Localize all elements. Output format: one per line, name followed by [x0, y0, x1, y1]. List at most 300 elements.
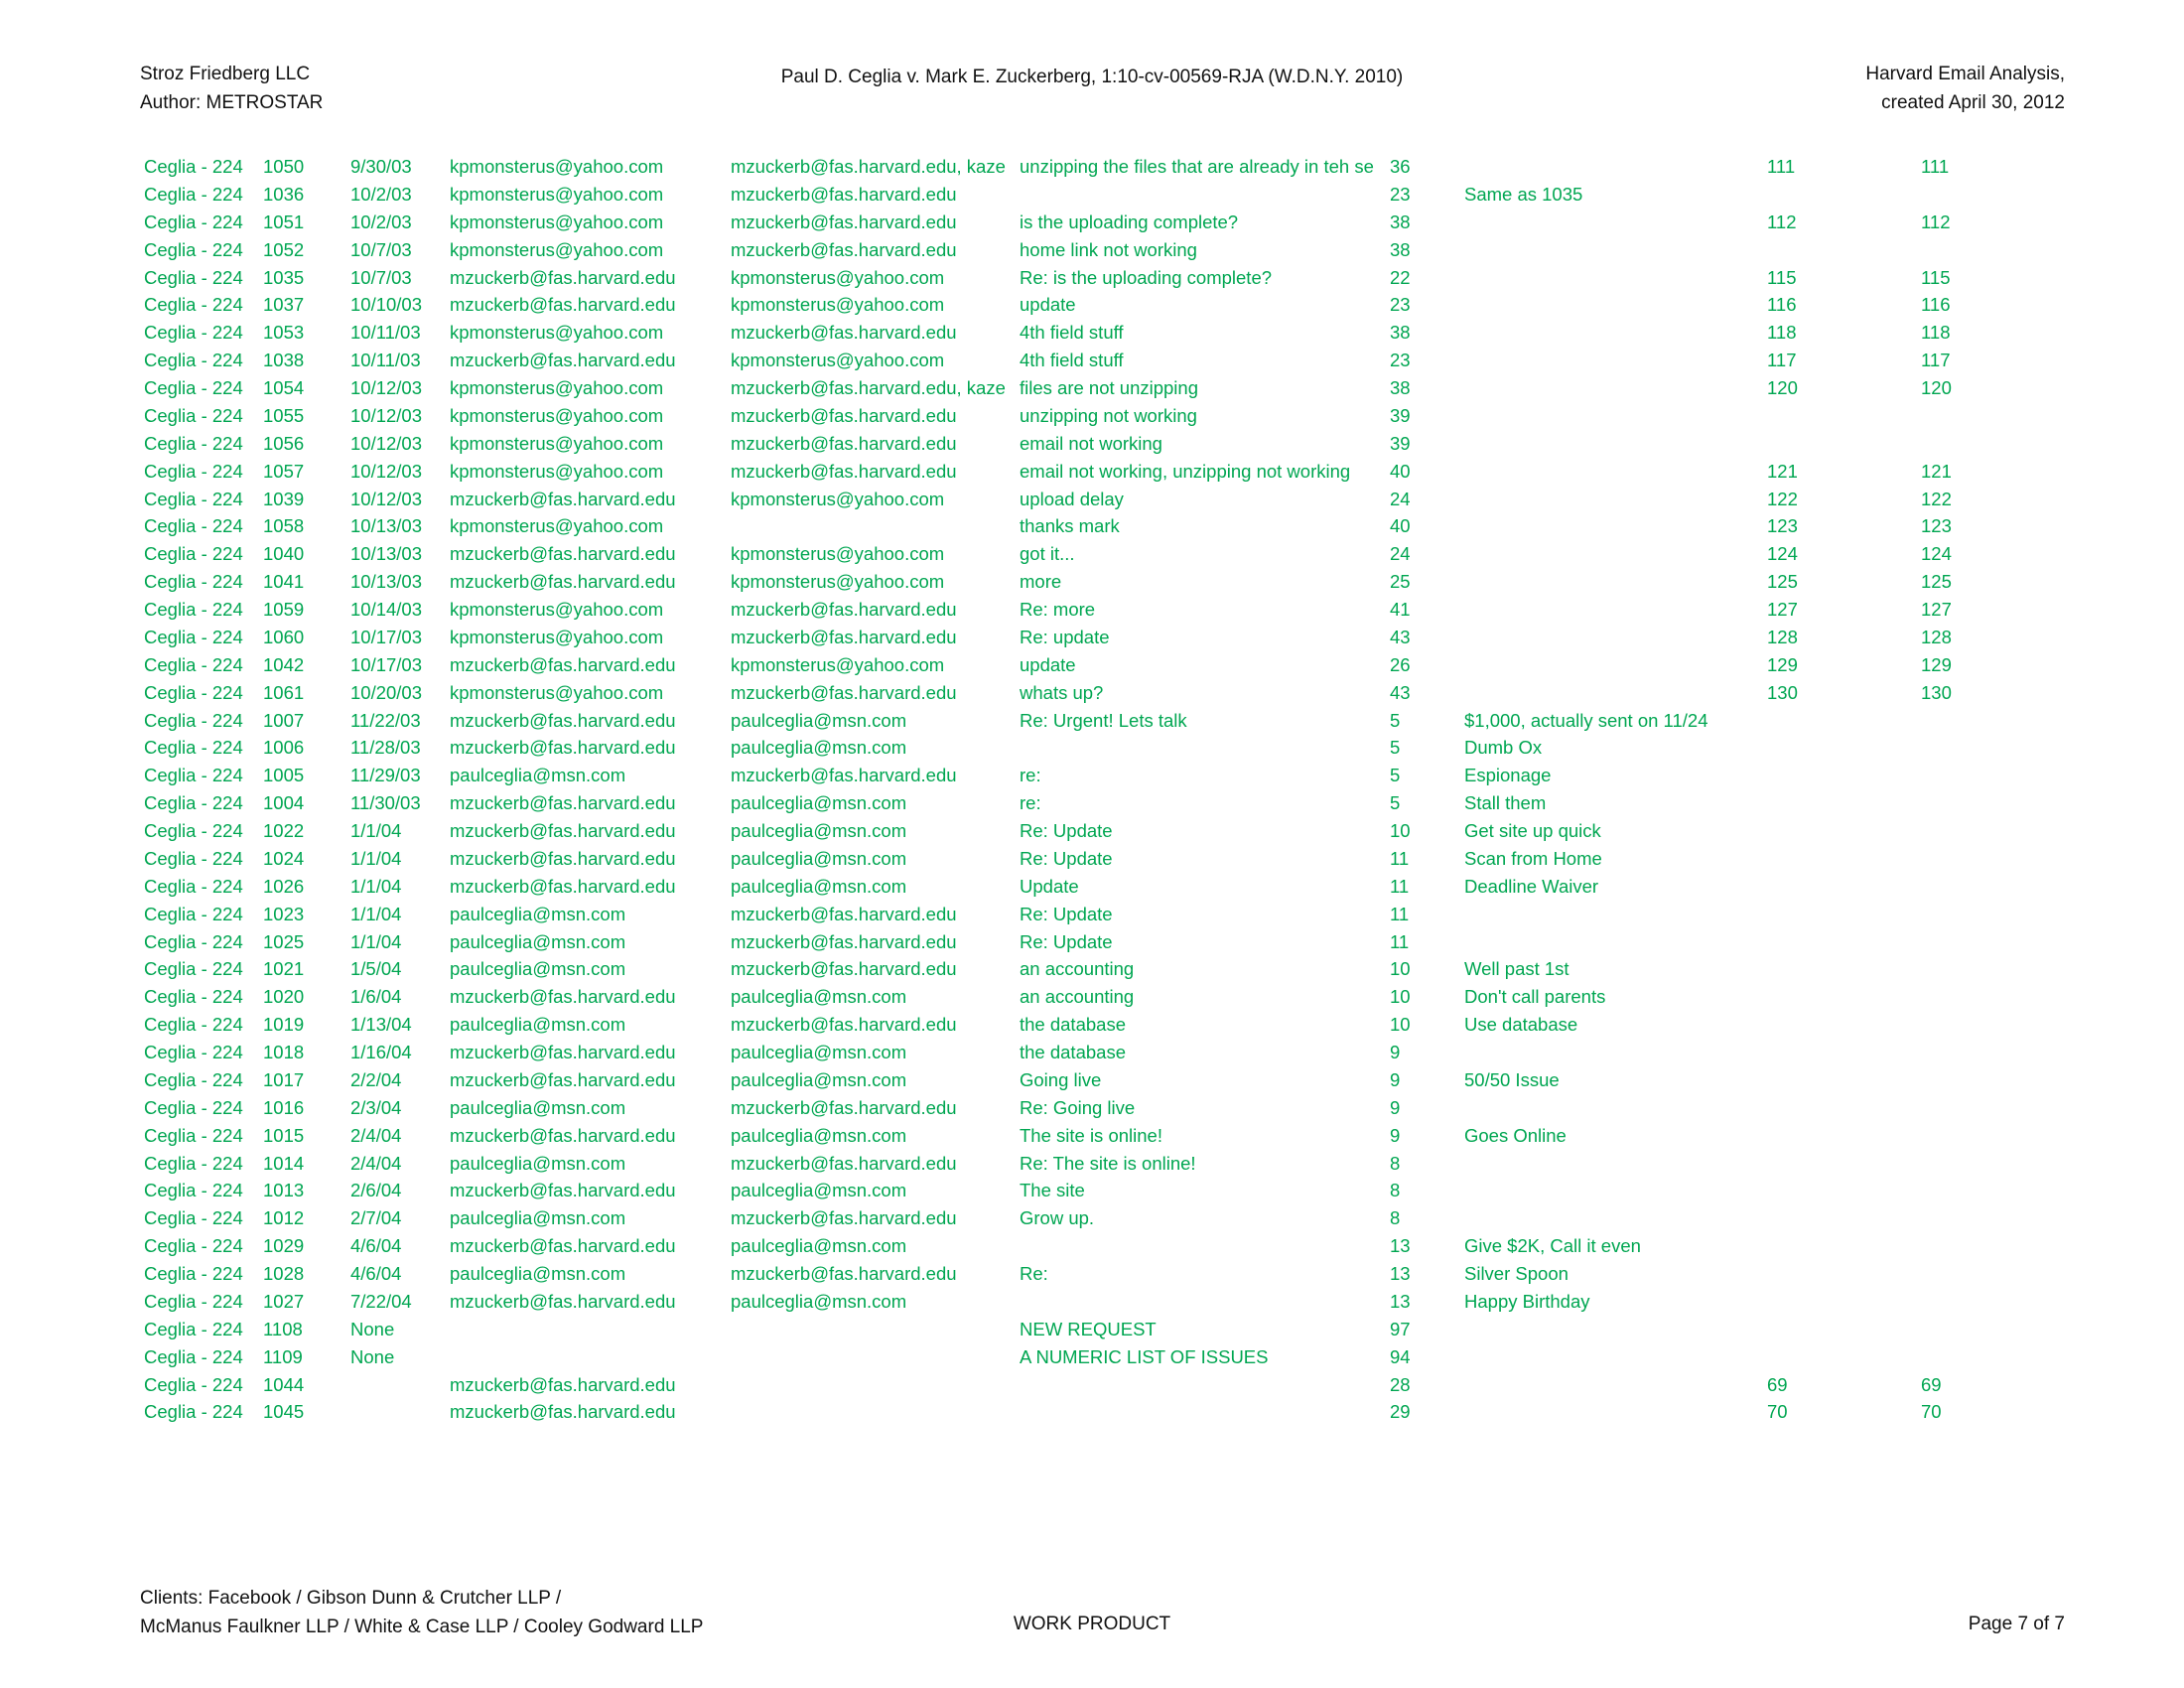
cell-date: 10/13/03	[350, 543, 423, 565]
cell-doc-id: 1038	[263, 350, 305, 371]
cell-to: mzuckerb@fas.harvard.edu	[731, 322, 957, 344]
cell-note: Give $2K, Call it even	[1464, 1235, 1641, 1257]
cell-to: kpmonsterus@yahoo.com	[731, 488, 945, 509]
cell-doc-id: 1012	[263, 1207, 305, 1229]
cell-to: paulceglia@msn.com	[731, 792, 907, 814]
cell-bates-prefix: Ceglia - 224	[144, 1318, 243, 1339]
cell-bates-prefix: Ceglia - 224	[144, 1042, 243, 1062]
cell-from: kpmonsterus@yahoo.com	[450, 322, 664, 344]
cell-ref-a: 125	[1767, 571, 1798, 593]
cell-doc-id: 1006	[263, 737, 305, 759]
cell-subject: Re: Update	[1020, 903, 1113, 924]
cell-count: 5	[1390, 765, 1401, 786]
cell-count: 23	[1390, 294, 1411, 316]
cell-subject: re:	[1020, 765, 1041, 786]
table-row	[0, 1316, 2184, 1343]
cell-date: 1/13/04	[350, 1014, 412, 1036]
table-row	[0, 983, 2184, 1011]
cell-to: mzuckerb@fas.harvard.edu	[731, 1096, 957, 1118]
cell-date: 4/6/04	[350, 1263, 402, 1284]
cell-to: kpmonsterus@yahoo.com	[731, 266, 945, 288]
cell-doc-id: 1054	[263, 377, 305, 398]
table-row	[0, 734, 2184, 762]
cell-bates-prefix: Ceglia - 224	[144, 571, 243, 593]
cell-bates-prefix: Ceglia - 224	[144, 709, 243, 731]
cell-ref-b: 115	[1921, 266, 1951, 288]
cell-ref-b: 127	[1921, 599, 1952, 620]
cell-subject: NEW REQUEST	[1020, 1318, 1157, 1339]
cell-from: mzuckerb@fas.harvard.edu	[450, 1401, 676, 1423]
cell-ref-b: 124	[1921, 543, 1952, 565]
cell-note: Dumb Ox	[1464, 737, 1543, 759]
table-row	[0, 762, 2184, 789]
cell-date: 9/30/03	[350, 156, 412, 177]
cell-from: kpmonsterus@yahoo.com	[450, 599, 664, 620]
cell-subject: an accounting	[1020, 986, 1135, 1008]
cell-from: kpmonsterus@yahoo.com	[450, 211, 664, 232]
author: Author: METROSTAR	[140, 92, 324, 113]
cell-doc-id: 1060	[263, 626, 305, 647]
cell-note: Same as 1035	[1464, 183, 1583, 205]
cell-date: 2/2/04	[350, 1068, 402, 1090]
cell-count: 25	[1390, 571, 1411, 593]
cell-bates-prefix: Ceglia - 224	[144, 1345, 243, 1367]
cell-date: 2/6/04	[350, 1180, 402, 1201]
cell-doc-id: 1040	[263, 543, 305, 565]
cell-from: mzuckerb@fas.harvard.edu	[450, 709, 676, 731]
table-row	[0, 817, 2184, 845]
cell-subject: A NUMERIC LIST OF ISSUES	[1020, 1345, 1269, 1367]
cell-ref-b: 117	[1921, 350, 1951, 371]
cell-doc-id: 1021	[263, 958, 305, 980]
cell-ref-b: 112	[1921, 211, 1951, 232]
cell-subject: 4th field stuff	[1020, 350, 1124, 371]
table-row	[0, 707, 2184, 735]
cell-count: 13	[1390, 1263, 1411, 1284]
work-product-label: WORK PRODUCT	[1013, 1614, 1171, 1634]
cell-to: paulceglia@msn.com	[731, 1180, 907, 1201]
cell-bates-prefix: Ceglia - 224	[144, 1235, 243, 1257]
cell-count: 23	[1390, 183, 1411, 205]
cell-date: 10/17/03	[350, 653, 423, 675]
cell-bates-prefix: Ceglia - 224	[144, 1401, 243, 1423]
cell-count: 29	[1390, 1401, 1411, 1423]
cell-subject: the database	[1020, 1042, 1126, 1062]
cell-doc-id: 1019	[263, 1014, 305, 1036]
cell-bates-prefix: Ceglia - 224	[144, 432, 243, 454]
cell-subject: Going live	[1020, 1068, 1102, 1090]
cell-bates-prefix: Ceglia - 224	[144, 322, 243, 344]
cell-doc-id: 1016	[263, 1096, 305, 1118]
table-row	[0, 1398, 2184, 1426]
table-row	[0, 291, 2184, 319]
cell-doc-id: 1007	[263, 709, 305, 731]
cell-to: kpmonsterus@yahoo.com	[731, 350, 945, 371]
cell-count: 11	[1390, 875, 1410, 897]
firm-name: Stroz Friedberg LLC	[140, 64, 311, 84]
cell-doc-id: 1057	[263, 460, 305, 482]
cell-doc-id: 1024	[263, 847, 305, 869]
cell-ref-b: 111	[1921, 156, 1950, 177]
cell-count: 9	[1390, 1068, 1401, 1090]
cell-count: 24	[1390, 543, 1411, 565]
cell-count: 9	[1390, 1124, 1401, 1146]
cell-subject: files are not unzipping	[1020, 377, 1198, 398]
cell-bates-prefix: Ceglia - 224	[144, 1096, 243, 1118]
cell-count: 5	[1390, 709, 1401, 731]
cell-to: mzuckerb@fas.harvard.edu	[731, 930, 957, 952]
cell-count: 43	[1390, 681, 1411, 703]
table-row	[0, 568, 2184, 596]
cell-count: 24	[1390, 488, 1411, 509]
table-row	[0, 319, 2184, 347]
cell-doc-id: 1017	[263, 1068, 305, 1090]
cell-to: paulceglia@msn.com	[731, 875, 907, 897]
cell-note: Espionage	[1464, 765, 1552, 786]
report-title: Harvard Email Analysis,	[1865, 64, 2065, 84]
cell-doc-id: 1029	[263, 1235, 305, 1257]
clients-line-2: McManus Faulkner LLP / White & Case LLP / Cooley Godward LLP	[140, 1617, 704, 1637]
cell-ref-b: 129	[1921, 653, 1952, 675]
table-row	[0, 596, 2184, 624]
cell-ref-b: 125	[1921, 571, 1952, 593]
cell-to: paulceglia@msn.com	[731, 1068, 907, 1090]
cell-doc-id: 1026	[263, 875, 305, 897]
cell-bates-prefix: Ceglia - 224	[144, 765, 243, 786]
cell-date: 4/6/04	[350, 1235, 402, 1257]
table-row	[0, 512, 2184, 540]
header-right	[1865, 60, 2065, 117]
cell-bates-prefix: Ceglia - 224	[144, 1180, 243, 1201]
cell-from: mzuckerb@fas.harvard.edu	[450, 820, 676, 841]
cell-date: 2/4/04	[350, 1152, 402, 1174]
table-row	[0, 1343, 2184, 1371]
cell-subject: Update	[1020, 875, 1079, 897]
cell-count: 26	[1390, 653, 1411, 675]
cell-date: 10/2/03	[350, 211, 412, 232]
cell-doc-id: 1051	[263, 211, 305, 232]
cell-date: 10/7/03	[350, 266, 412, 288]
cell-to: mzuckerb@fas.harvard.edu	[731, 681, 957, 703]
cell-subject: update	[1020, 294, 1076, 316]
cell-subject: got it...	[1020, 543, 1075, 565]
cell-from: mzuckerb@fas.harvard.edu	[450, 1235, 676, 1257]
cell-to: mzuckerb@fas.harvard.edu	[731, 1152, 957, 1174]
cell-date: 10/7/03	[350, 238, 412, 260]
cell-to: paulceglia@msn.com	[731, 847, 907, 869]
cell-doc-id: 1050	[263, 156, 305, 177]
cell-bates-prefix: Ceglia - 224	[144, 460, 243, 482]
cell-from: kpmonsterus@yahoo.com	[450, 515, 664, 537]
cell-ref-a: 120	[1767, 377, 1798, 398]
cell-bates-prefix: Ceglia - 224	[144, 488, 243, 509]
cell-count: 10	[1390, 958, 1411, 980]
cell-count: 11	[1390, 930, 1410, 952]
cell-from: mzuckerb@fas.harvard.edu	[450, 986, 676, 1008]
clients-line-1: Clients: Facebook / Gibson Dunn & Crutcher LLP /	[140, 1588, 562, 1609]
table-row	[0, 651, 2184, 679]
cell-from: mzuckerb@fas.harvard.edu	[450, 792, 676, 814]
cell-to: paulceglia@msn.com	[731, 1235, 907, 1257]
cell-to: paulceglia@msn.com	[731, 1290, 907, 1312]
cell-date: 10/17/03	[350, 626, 423, 647]
cell-to: kpmonsterus@yahoo.com	[731, 571, 945, 593]
cell-from: mzuckerb@fas.harvard.edu	[450, 350, 676, 371]
cell-doc-id: 1025	[263, 930, 305, 952]
cell-date: 10/14/03	[350, 599, 423, 620]
cell-ref-a: 124	[1767, 543, 1798, 565]
cell-ref-a: 129	[1767, 653, 1798, 675]
cell-subject: the database	[1020, 1014, 1126, 1036]
cell-from: paulceglia@msn.com	[450, 1096, 626, 1118]
cell-date: 10/12/03	[350, 432, 423, 454]
cell-from: paulceglia@msn.com	[450, 958, 626, 980]
cell-subject: Re: is the uploading complete?	[1020, 266, 1273, 288]
cell-from: mzuckerb@fas.harvard.edu	[450, 1124, 676, 1146]
cell-count: 5	[1390, 792, 1401, 814]
cell-from: mzuckerb@fas.harvard.edu	[450, 737, 676, 759]
table-row	[0, 928, 2184, 956]
cell-bates-prefix: Ceglia - 224	[144, 238, 243, 260]
cell-bates-prefix: Ceglia - 224	[144, 903, 243, 924]
table-row	[0, 1122, 2184, 1150]
cell-count: 39	[1390, 404, 1411, 426]
cell-doc-id: 1037	[263, 294, 305, 316]
cell-bates-prefix: Ceglia - 224	[144, 266, 243, 288]
cell-subject: upload delay	[1020, 488, 1124, 509]
cell-date: None	[350, 1345, 395, 1367]
cell-bates-prefix: Ceglia - 224	[144, 404, 243, 426]
cell-to: paulceglia@msn.com	[731, 986, 907, 1008]
table-row	[0, 1066, 2184, 1094]
cell-from: paulceglia@msn.com	[450, 1263, 626, 1284]
cell-doc-id: 1059	[263, 599, 305, 620]
cell-note: Get site up quick	[1464, 820, 1601, 841]
cell-doc-id: 1005	[263, 765, 305, 786]
cell-to: paulceglia@msn.com	[731, 737, 907, 759]
cell-ref-a: 121	[1767, 460, 1798, 482]
cell-count: 10	[1390, 820, 1411, 841]
cell-from: kpmonsterus@yahoo.com	[450, 681, 664, 703]
cell-from: paulceglia@msn.com	[450, 903, 626, 924]
cell-subject: update	[1020, 653, 1076, 675]
cell-doc-id: 1036	[263, 183, 305, 205]
table-row	[0, 1288, 2184, 1316]
cell-from: kpmonsterus@yahoo.com	[450, 460, 664, 482]
cell-doc-id: 1020	[263, 986, 305, 1008]
table-row	[0, 430, 2184, 458]
cell-date: 7/22/04	[350, 1290, 412, 1312]
cell-bates-prefix: Ceglia - 224	[144, 1152, 243, 1174]
table-row	[0, 181, 2184, 209]
cell-to: mzuckerb@fas.harvard.edu	[731, 432, 957, 454]
cell-from: kpmonsterus@yahoo.com	[450, 238, 664, 260]
cell-subject: is the uploading complete?	[1020, 211, 1239, 232]
cell-count: 43	[1390, 626, 1411, 647]
cell-to: kpmonsterus@yahoo.com	[731, 294, 945, 316]
table-row	[0, 1177, 2184, 1204]
cell-doc-id: 1013	[263, 1180, 305, 1201]
cell-from: kpmonsterus@yahoo.com	[450, 156, 664, 177]
cell-subject: more	[1020, 571, 1062, 593]
cell-date: 10/12/03	[350, 460, 423, 482]
cell-ref-a: 112	[1767, 211, 1797, 232]
table-row	[0, 1094, 2184, 1122]
cell-to: kpmonsterus@yahoo.com	[731, 653, 945, 675]
cell-note: Don't call parents	[1464, 986, 1606, 1008]
table-row	[0, 153, 2184, 181]
cell-date: 1/1/04	[350, 903, 402, 924]
cell-to: mzuckerb@fas.harvard.edu	[731, 903, 957, 924]
cell-date: 1/5/04	[350, 958, 402, 980]
table-row	[0, 236, 2184, 264]
table-row	[0, 540, 2184, 568]
cell-count: 38	[1390, 377, 1411, 398]
cell-bates-prefix: Ceglia - 224	[144, 156, 243, 177]
cell-ref-b: 70	[1921, 1401, 1942, 1423]
cell-doc-id: 1022	[263, 820, 305, 841]
cell-from: paulceglia@msn.com	[450, 1014, 626, 1036]
cell-date: 10/2/03	[350, 183, 412, 205]
cell-note: Well past 1st	[1464, 958, 1570, 980]
cell-subject: Re:	[1020, 1263, 1048, 1284]
cell-bates-prefix: Ceglia - 224	[144, 377, 243, 398]
cell-bates-prefix: Ceglia - 224	[144, 875, 243, 897]
cell-from: paulceglia@msn.com	[450, 1152, 626, 1174]
cell-to: paulceglia@msn.com	[731, 1124, 907, 1146]
cell-date: 11/29/03	[350, 765, 421, 786]
cell-count: 38	[1390, 238, 1411, 260]
cell-count: 8	[1390, 1207, 1401, 1229]
cell-date: 10/12/03	[350, 404, 423, 426]
cell-to: paulceglia@msn.com	[731, 820, 907, 841]
cell-from: kpmonsterus@yahoo.com	[450, 404, 664, 426]
cell-count: 39	[1390, 432, 1411, 454]
page-number: Page 7 of 7	[1968, 1614, 2065, 1634]
table-row	[0, 402, 2184, 430]
cell-subject: Re: Going live	[1020, 1096, 1136, 1118]
cell-date: 2/7/04	[350, 1207, 402, 1229]
cell-doc-id: 1027	[263, 1290, 305, 1312]
cell-ref-b: 122	[1921, 488, 1952, 509]
case-caption: Paul D. Ceglia v. Mark E. Zuckerberg, 1:10-cv-00569-RJA (W.D.N.Y. 2010)	[780, 67, 1404, 87]
cell-from: mzuckerb@fas.harvard.edu	[450, 266, 676, 288]
cell-from: mzuckerb@fas.harvard.edu	[450, 1373, 676, 1395]
cell-bates-prefix: Ceglia - 224	[144, 1263, 243, 1284]
cell-from: mzuckerb@fas.harvard.edu	[450, 1042, 676, 1062]
cell-note: Goes Online	[1464, 1124, 1567, 1146]
cell-to: mzuckerb@fas.harvard.edu	[731, 1014, 957, 1036]
cell-to: mzuckerb@fas.harvard.edu	[731, 460, 957, 482]
cell-ref-a: 111	[1767, 156, 1796, 177]
cell-count: 8	[1390, 1152, 1401, 1174]
cell-subject: unzipping the files that are already in teh se	[1020, 156, 1374, 177]
cell-bates-prefix: Ceglia - 224	[144, 847, 243, 869]
cell-from: mzuckerb@fas.harvard.edu	[450, 1290, 676, 1312]
cell-subject: thanks mark	[1020, 515, 1120, 537]
cell-subject: The site	[1020, 1180, 1085, 1201]
cell-ref-a: 116	[1767, 294, 1797, 316]
cell-doc-id: 1052	[263, 238, 305, 260]
cell-subject: Re: Update	[1020, 930, 1113, 952]
cell-doc-id: 1061	[263, 681, 305, 703]
cell-doc-id: 1044	[263, 1373, 305, 1395]
cell-to: mzuckerb@fas.harvard.edu	[731, 765, 957, 786]
cell-doc-id: 1055	[263, 404, 305, 426]
cell-bates-prefix: Ceglia - 224	[144, 1373, 243, 1395]
cell-doc-id: 1041	[263, 571, 305, 593]
cell-bates-prefix: Ceglia - 224	[144, 1290, 243, 1312]
cell-ref-b: 69	[1921, 1373, 1942, 1395]
cell-subject: Re: update	[1020, 626, 1110, 647]
cell-to: mzuckerb@fas.harvard.edu	[731, 1207, 957, 1229]
cell-from: paulceglia@msn.com	[450, 1207, 626, 1229]
cell-from: kpmonsterus@yahoo.com	[450, 432, 664, 454]
table-row	[0, 873, 2184, 901]
cell-subject: an accounting	[1020, 958, 1135, 980]
cell-from: mzuckerb@fas.harvard.edu	[450, 875, 676, 897]
cell-from: paulceglia@msn.com	[450, 765, 626, 786]
cell-count: 11	[1390, 903, 1410, 924]
cell-ref-a: 70	[1767, 1401, 1788, 1423]
table-row	[0, 1204, 2184, 1232]
table-row	[0, 789, 2184, 817]
table-row	[0, 1039, 2184, 1066]
cell-date: 1/1/04	[350, 930, 402, 952]
cell-bates-prefix: Ceglia - 224	[144, 183, 243, 205]
cell-note: Silver Spoon	[1464, 1263, 1569, 1284]
cell-subject: Re: Urgent! Lets talk	[1020, 709, 1187, 731]
cell-from: mzuckerb@fas.harvard.edu	[450, 488, 676, 509]
cell-bates-prefix: Ceglia - 224	[144, 958, 243, 980]
table-row	[0, 209, 2184, 236]
cell-doc-id: 1045	[263, 1401, 305, 1423]
cell-doc-id: 1014	[263, 1152, 305, 1174]
email-table	[0, 153, 2184, 1426]
cell-count: 11	[1390, 847, 1410, 869]
cell-date: 11/28/03	[350, 737, 421, 759]
cell-doc-id: 1035	[263, 266, 305, 288]
cell-date: 1/16/04	[350, 1042, 412, 1062]
cell-ref-a: 69	[1767, 1373, 1788, 1395]
cell-doc-id: 1053	[263, 322, 305, 344]
cell-to: mzuckerb@fas.harvard.edu	[731, 211, 957, 232]
cell-ref-b: 121	[1921, 460, 1952, 482]
cell-date: 2/4/04	[350, 1124, 402, 1146]
cell-count: 40	[1390, 460, 1411, 482]
table-row	[0, 374, 2184, 402]
table-row	[0, 458, 2184, 486]
cell-note: 50/50 Issue	[1464, 1068, 1560, 1090]
cell-to: paulceglia@msn.com	[731, 709, 907, 731]
cell-subject: Re: more	[1020, 599, 1096, 620]
cell-note: Scan from Home	[1464, 847, 1602, 869]
cell-count: 41	[1390, 599, 1411, 620]
cell-date: 10/20/03	[350, 681, 423, 703]
cell-date: 2/3/04	[350, 1096, 402, 1118]
cell-count: 38	[1390, 211, 1411, 232]
cell-count: 97	[1390, 1318, 1411, 1339]
cell-to: mzuckerb@fas.harvard.edu	[731, 626, 957, 647]
cell-count: 22	[1390, 266, 1411, 288]
cell-note: Deadline Waiver	[1464, 875, 1599, 897]
cell-from: mzuckerb@fas.harvard.edu	[450, 571, 676, 593]
cell-count: 10	[1390, 986, 1411, 1008]
cell-date: 1/1/04	[350, 820, 402, 841]
cell-to: mzuckerb@fas.harvard.edu, kaze	[731, 377, 1006, 398]
cell-count: 10	[1390, 1014, 1411, 1036]
cell-bates-prefix: Ceglia - 224	[144, 792, 243, 814]
